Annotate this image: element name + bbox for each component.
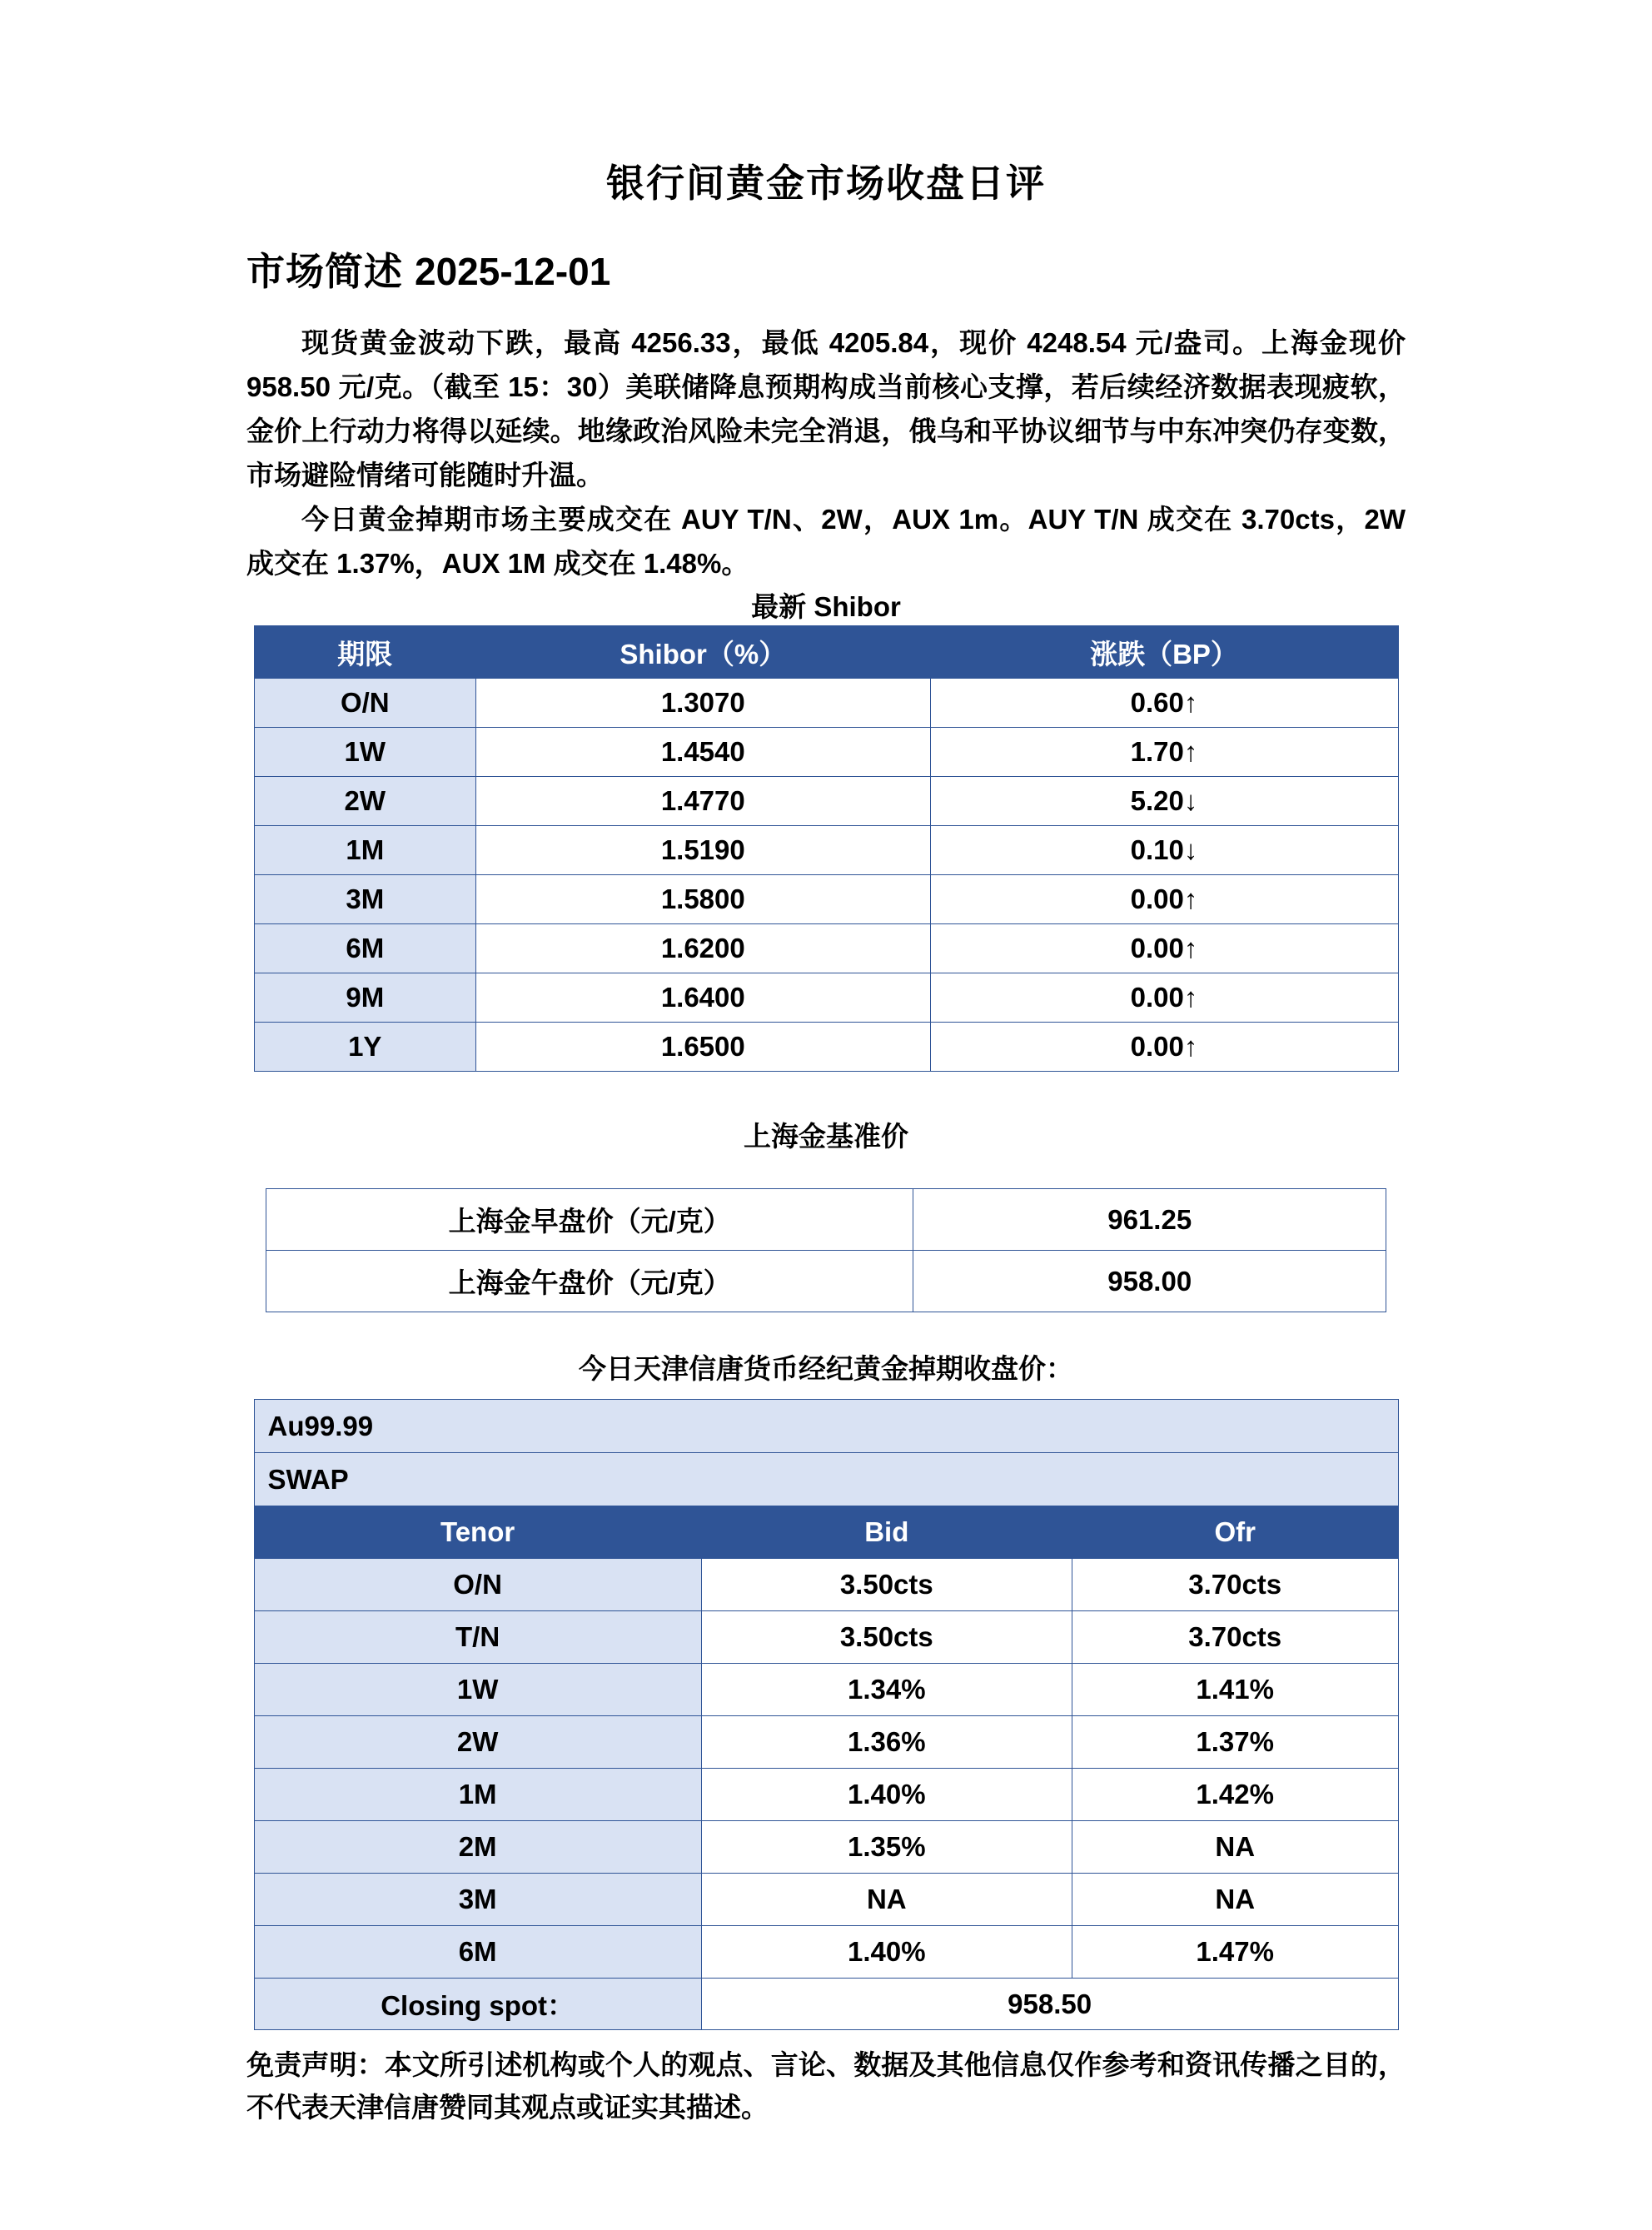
shibor-change-cell: 0.60↑ [930, 679, 1398, 728]
shibor-table-title: 最新 Shibor [751, 591, 901, 622]
table-row [254, 1769, 1398, 1821]
shibor-rate-cell: 1.6500 [476, 1023, 930, 1072]
shibor-change-cell: 1.70↑ [930, 728, 1398, 777]
table-row [254, 1874, 1398, 1926]
swap-type-label: SWAP [254, 1453, 1398, 1506]
page-title: 银行间黄金市场收盘日评 [606, 162, 1046, 205]
swap-ofr-cell: 1.42% [1072, 1769, 1398, 1821]
benchmark-value-cell: 961.25 [913, 1189, 1386, 1251]
swap-ofr-cell: NA [1072, 1821, 1398, 1874]
swap-ofr-cell: 1.47% [1072, 1926, 1398, 1979]
closing-spot-label: Closing spot： [254, 1979, 701, 2030]
swap-table [254, 1399, 1399, 2030]
shibor-change-cell: 0.00↑ [930, 1023, 1398, 1072]
swap-summary-paragraph: 今日黄金掉期市场主要成交在 AUY T/N、2W，AUX 1m。AUY T/N 成交在 3.70cts，2W 成交在 1.37%，AUX 1M 成交在 1.48%。 [246, 504, 1406, 579]
shibor-tenor-cell: 9M [254, 973, 476, 1023]
closing-spot-value: 958.50 [701, 1979, 1398, 2030]
table-row [266, 1251, 1386, 1312]
shibor-tenor-cell: 1M [254, 826, 476, 875]
swap-table-title: 今日天津信唐货币经纪黄金掉期收盘价： [579, 1353, 1073, 1384]
section-heading-text: 市场简述 [246, 249, 403, 293]
swap-tenor-cell: 6M [254, 1926, 701, 1979]
table-row [254, 973, 1398, 1023]
shibor-tenor-cell: O/N [254, 679, 476, 728]
shibor-table [254, 625, 1399, 1072]
table-row [254, 679, 1398, 728]
swap-col-bid: Bid [701, 1506, 1072, 1559]
market-summary-paragraph: 现货黄金波动下跌，最高 4256.33，最低 4205.84，现价 4248.54 元/盎司。上海金现价 958.50 元/克。（截至 15：30）美联储降息预期构成当前核心支撑，若后续经济数据表现疲软，金价上行动力将得以延续。地缘政治风险未完全消退，俄乌和平协议细节与中东冲突仍存变数，市场避险情绪可能随时升温。 [246, 327, 1406, 490]
table-row [254, 1716, 1398, 1769]
shibor-col-tenor: 期限 [254, 626, 476, 679]
shibor-rate-cell: 1.4770 [476, 777, 930, 826]
shibor-tenor-cell: 2W [254, 777, 476, 826]
benchmark-label-cell: 上海金午盘价（元/克） [266, 1251, 913, 1312]
shibor-rate-cell: 1.5190 [476, 826, 930, 875]
document-page [246, 0, 1406, 2128]
closing-spot-row [254, 1979, 1398, 2030]
table-row [266, 1189, 1386, 1251]
report-date: 2025-12-01 [415, 249, 611, 293]
swap-tenor-cell: 3M [254, 1874, 701, 1926]
shibor-col-change: 涨跌（BP） [930, 626, 1398, 679]
table-row [254, 777, 1398, 826]
swap-bid-cell: 3.50cts [701, 1559, 1072, 1611]
benchmark-label-cell: 上海金早盘价（元/克） [266, 1189, 913, 1251]
benchmark-table [266, 1188, 1386, 1312]
benchmark-table-title: 上海金基准价 [744, 1121, 908, 1152]
table-row [254, 1821, 1398, 1874]
table-row [254, 1023, 1398, 1072]
swap-product-label: Au99.99 [254, 1400, 1398, 1453]
table-row [254, 1664, 1398, 1716]
swap-product-row [254, 1400, 1398, 1453]
swap-ofr-cell: 1.37% [1072, 1716, 1398, 1769]
swap-bid-cell: 1.40% [701, 1769, 1072, 1821]
swap-tenor-cell: 2M [254, 1821, 701, 1874]
shibor-tenor-cell: 3M [254, 875, 476, 924]
swap-ofr-cell: 3.70cts [1072, 1559, 1398, 1611]
swap-tenor-cell: 1W [254, 1664, 701, 1716]
table-row [254, 924, 1398, 973]
shibor-tenor-cell: 6M [254, 924, 476, 973]
shibor-change-cell: 5.20↓ [930, 777, 1398, 826]
shibor-header-row [254, 626, 1398, 679]
shibor-rate-cell: 1.4540 [476, 728, 930, 777]
swap-bid-cell: 1.35% [701, 1821, 1072, 1874]
shibor-col-rate: Shibor（%） [476, 626, 930, 679]
table-row [254, 728, 1398, 777]
shibor-change-cell: 0.00↑ [930, 924, 1398, 973]
swap-bid-cell: 1.36% [701, 1716, 1072, 1769]
shibor-tenor-cell: 1Y [254, 1023, 476, 1072]
benchmark-value-cell: 958.00 [913, 1251, 1386, 1312]
swap-ofr-cell: NA [1072, 1874, 1398, 1926]
shibor-rate-cell: 1.6400 [476, 973, 930, 1023]
shibor-change-cell: 0.10↓ [930, 826, 1398, 875]
swap-ofr-cell: 1.41% [1072, 1664, 1398, 1716]
swap-col-ofr: Ofr [1072, 1506, 1398, 1559]
swap-header-row [254, 1506, 1398, 1559]
swap-bid-cell: 1.40% [701, 1926, 1072, 1979]
swap-ofr-cell: 3.70cts [1072, 1611, 1398, 1664]
section-heading [246, 248, 1406, 296]
shibor-rate-cell: 1.5800 [476, 875, 930, 924]
table-row [254, 1559, 1398, 1611]
swap-bid-cell: 1.34% [701, 1664, 1072, 1716]
swap-tenor-cell: T/N [254, 1611, 701, 1664]
table-row [254, 826, 1398, 875]
table-row [254, 1926, 1398, 1979]
table-row [254, 1611, 1398, 1664]
swap-bid-cell: NA [701, 1874, 1072, 1926]
shibor-change-cell: 0.00↑ [930, 875, 1398, 924]
swap-bid-cell: 3.50cts [701, 1611, 1072, 1664]
table-row [254, 875, 1398, 924]
swap-col-tenor: Tenor [254, 1506, 701, 1559]
shibor-rate-cell: 1.6200 [476, 924, 930, 973]
swap-tenor-cell: O/N [254, 1559, 701, 1611]
shibor-tenor-cell: 1W [254, 728, 476, 777]
shibor-rate-cell: 1.3070 [476, 679, 930, 728]
swap-tenor-cell: 1M [254, 1769, 701, 1821]
swap-type-row [254, 1453, 1398, 1506]
shibor-change-cell: 0.00↑ [930, 973, 1398, 1023]
swap-tenor-cell: 2W [254, 1716, 701, 1769]
disclaimer: 免责声明：本文所引述机构或个人的观点、言论、数据及其他信息仅作参考和资讯传播之目的，不代表天津信唐赞同其观点或证实其描述。 [246, 2049, 1406, 2123]
